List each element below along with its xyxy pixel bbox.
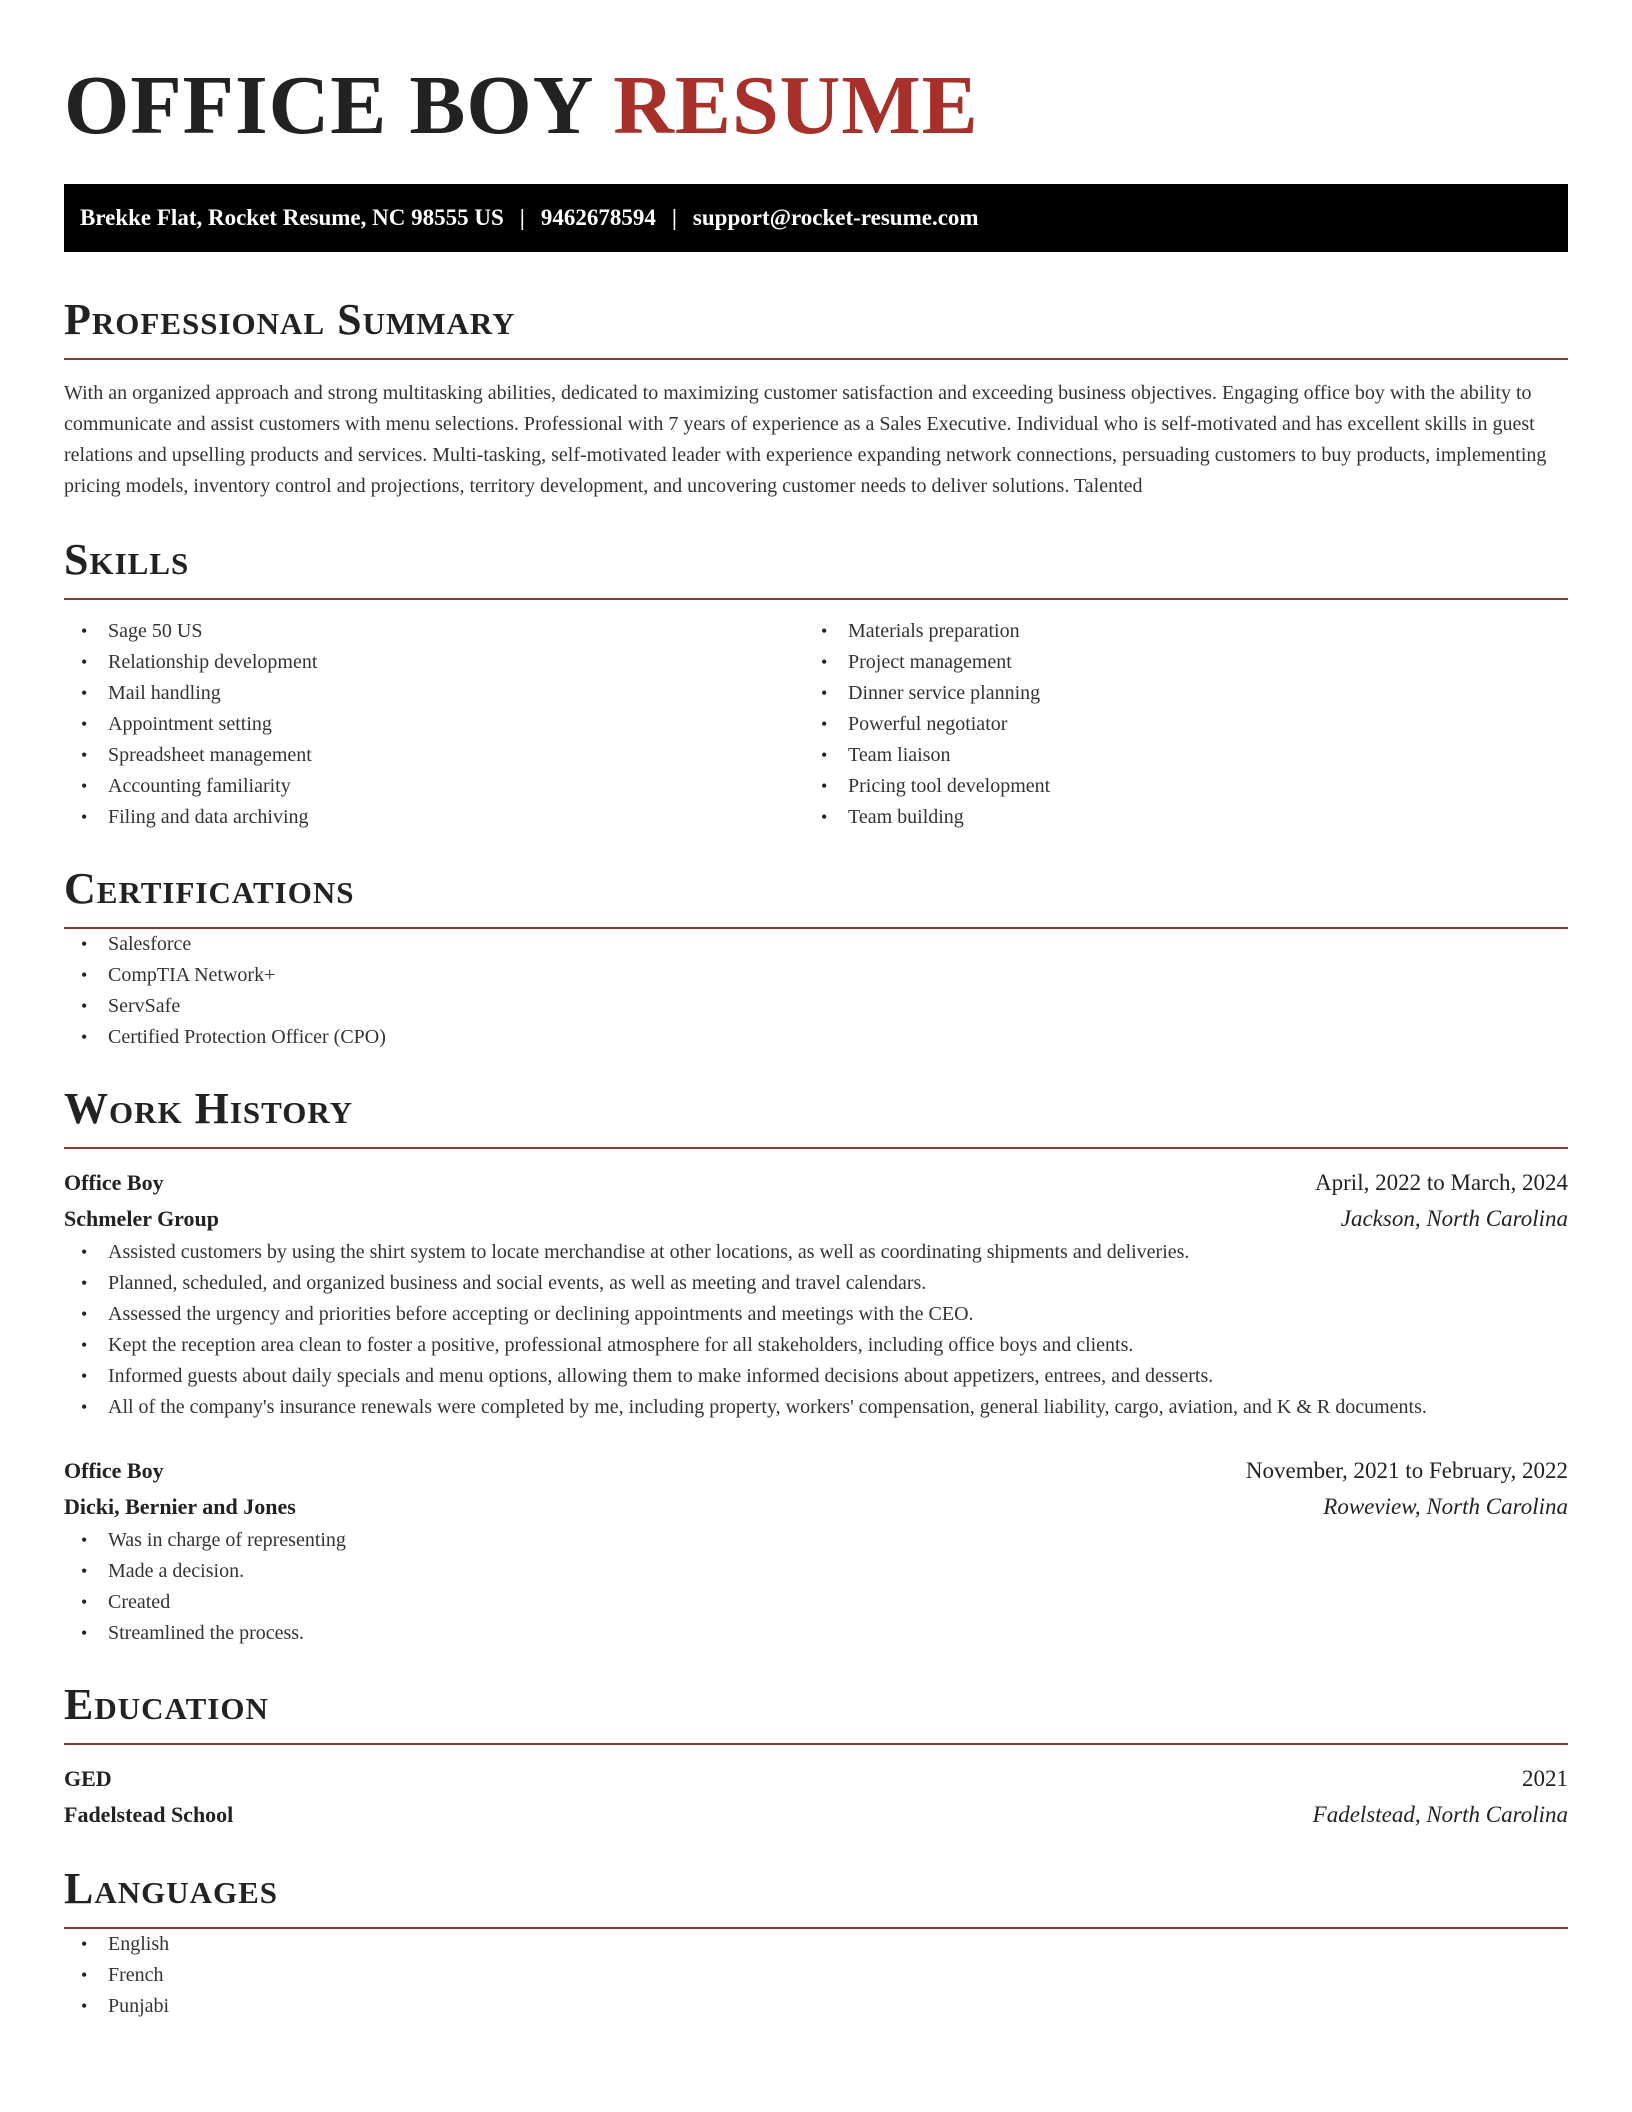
job-bullet: • Kept the reception area clean to foster a positive, professional atmosphere for all stakeholders, including office boys and clients.	[64, 1330, 1568, 1361]
education-degree-row	[64, 1761, 1568, 1797]
job-title: Office Boy	[64, 1458, 164, 1483]
job-dates: April, 2022 to March, 2024	[1315, 1170, 1568, 1195]
skills-heading: Skills	[64, 535, 190, 584]
job-entry	[64, 1165, 1568, 1423]
title-part1: OFFICE BOY	[64, 59, 592, 152]
education-location: Fadelstead, North Carolina	[1312, 1802, 1568, 1827]
skills-list-right	[804, 616, 1544, 833]
section-divider	[64, 598, 1568, 600]
contact-phone: 9462678594	[540, 205, 656, 230]
skill-item: • Powerful negotiator	[804, 709, 1544, 740]
language-item: • Punjabi	[64, 1991, 1568, 2022]
languages-section	[64, 1864, 1568, 2022]
job-bullet: • Made a decision.	[64, 1556, 1568, 1587]
contact-separator: |	[671, 205, 677, 230]
job-dates: November, 2021 to February, 2022	[1245, 1458, 1568, 1483]
language-item: • English	[64, 1929, 1568, 1960]
skill-item: • Mail handling	[64, 678, 804, 709]
job-location: Jackson, North Carolina	[1340, 1206, 1568, 1231]
certification-item: • Certified Protection Officer (CPO)	[64, 1022, 1568, 1053]
skill-item: • Team building	[804, 802, 1544, 833]
skills-section	[64, 535, 1568, 833]
language-item: • French	[64, 1960, 1568, 1991]
languages-heading: Languages	[64, 1864, 279, 1913]
job-title-row	[64, 1453, 1568, 1489]
contact-bar	[64, 184, 1568, 252]
education-section	[64, 1680, 1568, 1833]
job-bullet: • Assisted customers by using the shirt system to locate merchandise at other locations, as well as coordinating shipments and deliveries.	[64, 1237, 1568, 1268]
education-degree: GED	[64, 1766, 112, 1791]
job-company-row	[64, 1489, 1568, 1525]
work-history-heading: Work History	[64, 1084, 354, 1133]
section-divider	[64, 1147, 1568, 1149]
title-part2: RESUME	[613, 59, 979, 152]
section-divider	[64, 1743, 1568, 1745]
job-title: Office Boy	[64, 1170, 164, 1195]
certifications-list	[64, 929, 1568, 1053]
skill-item: • Team liaison	[804, 740, 1544, 771]
skill-item: • Sage 50 US	[64, 616, 804, 647]
section-divider	[64, 358, 1568, 360]
job-company-row	[64, 1201, 1568, 1237]
job-title-row	[64, 1165, 1568, 1201]
certification-item: • ServSafe	[64, 991, 1568, 1022]
summary-section	[64, 295, 1568, 502]
job-company: Schmeler Group	[64, 1206, 220, 1231]
job-bullet: • Streamlined the process.	[64, 1618, 1568, 1649]
job-bullet: • Assessed the urgency and priorities before accepting or declining appointments and meetings with the CEO.	[64, 1299, 1568, 1330]
skills-list-left	[64, 616, 804, 833]
contact-separator: |	[519, 205, 525, 230]
job-location: Roweview, North Carolina	[1323, 1494, 1568, 1519]
certification-item: • Salesforce	[64, 929, 1568, 960]
skill-item: • Accounting familiarity	[64, 771, 804, 802]
skill-item: • Spreadsheet management	[64, 740, 804, 771]
job-bullets	[64, 1525, 1568, 1649]
certification-item: • CompTIA Network+	[64, 960, 1568, 991]
languages-list	[64, 1929, 1568, 2022]
job-bullet: • Was in charge of representing	[64, 1525, 1568, 1556]
skill-item: • Relationship development	[64, 647, 804, 678]
job-entry	[64, 1453, 1568, 1649]
skills-columns	[64, 616, 1568, 833]
education-school: Fadelstead School	[64, 1802, 234, 1827]
skill-item: • Appointment setting	[64, 709, 804, 740]
job-bullet: • Created	[64, 1587, 1568, 1618]
summary-text: With an organized approach and strong multitasking abilities, dedicated to maximizing customer satisfaction and exceeding business objectives. Engaging office boy with the ability to communicate and assist customers with menu selections. Professional with 7 years of experience as a Sales Executive. Individual who is self-motivated and has excellent skills in guest relations and upselling products and services. Multi-tasking, self-motivated leader with experience expanding network connections, persuading customers to buy products, implementing pricing models, inventory control and projections, territory development, and uncovering customer needs to deliver solutions. Talented	[64, 382, 1547, 497]
work-history-section	[64, 1084, 1568, 1649]
education-heading: Education	[64, 1680, 269, 1729]
education-school-row	[64, 1797, 1568, 1833]
certifications-heading: Certifications	[64, 864, 355, 913]
contact-address: Brekke Flat, Rocket Resume, NC 98555 US	[80, 205, 504, 230]
job-bullets	[64, 1237, 1568, 1423]
job-bullet: • All of the company's insurance renewals were completed by me, including property, workers' compensation, general liability, cargo, aviation, and K & R documents.	[64, 1392, 1568, 1423]
skill-item: • Project management	[804, 647, 1544, 678]
job-bullet: • Planned, scheduled, and organized business and social events, as well as meeting and travel calendars.	[64, 1268, 1568, 1299]
certifications-section	[64, 864, 1568, 1053]
skill-item: • Dinner service planning	[804, 678, 1544, 709]
skill-item: • Filing and data archiving	[64, 802, 804, 833]
job-bullet: • Informed guests about daily specials and menu options, allowing them to make informed decisions about appetizers, entrees, and desserts.	[64, 1361, 1568, 1392]
contact-email: support@rocket-resume.com	[692, 205, 979, 230]
resume-title	[64, 59, 1568, 152]
skill-item: • Pricing tool development	[804, 771, 1544, 802]
education-year: 2021	[1522, 1766, 1568, 1791]
skill-item: • Materials preparation	[804, 616, 1544, 647]
summary-heading: Professional Summary	[64, 295, 516, 344]
job-company: Dicki, Bernier and Jones	[64, 1494, 296, 1519]
